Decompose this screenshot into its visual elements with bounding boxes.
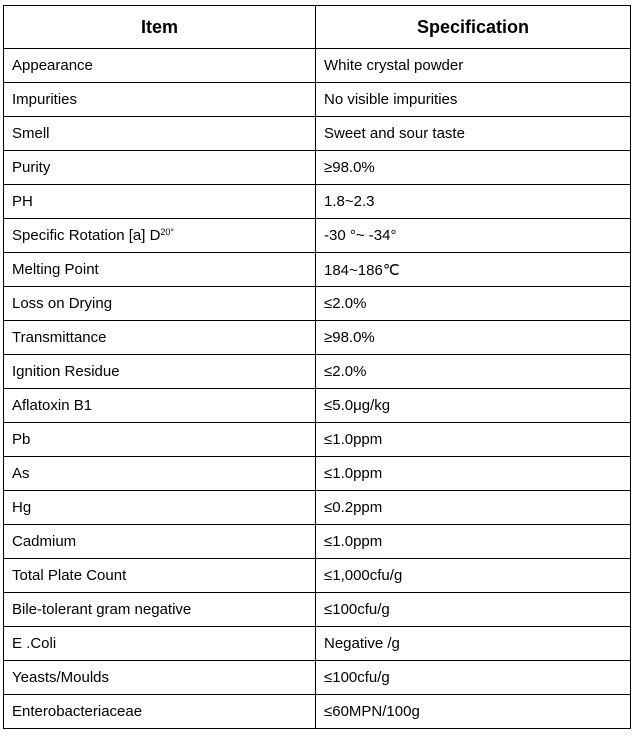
item-cell <box>4 219 316 253</box>
table-header-row <box>4 6 631 49</box>
table-row <box>4 423 631 457</box>
item-cell: Yeasts/Moulds <box>4 661 316 695</box>
spec-cell: ≤2.0% <box>316 355 631 389</box>
item-cell: Appearance <box>4 49 316 83</box>
spec-cell: 184~186℃ <box>316 253 631 287</box>
item-cell: Bile-tolerant gram negative <box>4 593 316 627</box>
spec-cell: ≤1.0ppm <box>316 423 631 457</box>
table-row <box>4 117 631 151</box>
spec-cell: Negative /g <box>316 627 631 661</box>
header-specification: Specification <box>316 6 631 49</box>
table-row <box>4 151 631 185</box>
spec-cell: Sweet and sour taste <box>316 117 631 151</box>
spec-cell: ≤0.2ppm <box>316 491 631 525</box>
item-cell: Aflatoxin B1 <box>4 389 316 423</box>
table-row <box>4 253 631 287</box>
spec-cell: White crystal powder <box>316 49 631 83</box>
item-cell: Transmittance <box>4 321 316 355</box>
spec-cell: ≤100cfu/g <box>316 593 631 627</box>
table-row <box>4 321 631 355</box>
table-row <box>4 185 631 219</box>
spec-cell: -30 °~ -34° <box>316 219 631 253</box>
spec-cell: ≤1.0ppm <box>316 457 631 491</box>
table-row <box>4 49 631 83</box>
header-item: Item <box>4 6 316 49</box>
table-row <box>4 559 631 593</box>
item-cell: Purity <box>4 151 316 185</box>
table-row <box>4 457 631 491</box>
specification-table <box>3 5 631 729</box>
item-cell: Total Plate Count <box>4 559 316 593</box>
item-cell: Impurities <box>4 83 316 117</box>
spec-cell: ≥98.0% <box>316 151 631 185</box>
table-row <box>4 695 631 729</box>
spec-cell: ≥98.0% <box>316 321 631 355</box>
table-row <box>4 525 631 559</box>
spec-cell: ≤60MPN/100g <box>316 695 631 729</box>
item-label: Specific Rotation [a] D <box>12 227 161 244</box>
item-superscript: 20° <box>160 227 175 237</box>
item-cell: Smell <box>4 117 316 151</box>
spec-cell: ≤1.0ppm <box>316 525 631 559</box>
table-row <box>4 389 631 423</box>
spec-cell: ≤100cfu/g <box>316 661 631 695</box>
spec-cell: 1.8~2.3 <box>316 185 631 219</box>
spec-cell: No visible impurities <box>316 83 631 117</box>
table-row <box>4 83 631 117</box>
table-row <box>4 593 631 627</box>
item-cell: PH <box>4 185 316 219</box>
spec-cell: ≤5.0μg/kg <box>316 389 631 423</box>
table-row <box>4 661 631 695</box>
item-cell: E .Coli <box>4 627 316 661</box>
spec-cell: ≤2.0% <box>316 287 631 321</box>
item-cell: Ignition Residue <box>4 355 316 389</box>
table-row <box>4 219 631 253</box>
item-cell: Pb <box>4 423 316 457</box>
item-cell: As <box>4 457 316 491</box>
item-cell: Hg <box>4 491 316 525</box>
item-cell: Loss on Drying <box>4 287 316 321</box>
table-row <box>4 491 631 525</box>
table-row <box>4 627 631 661</box>
table-row <box>4 287 631 321</box>
item-cell: Cadmium <box>4 525 316 559</box>
spec-cell: ≤1,000cfu/g <box>316 559 631 593</box>
item-cell: Enterobacteriaceae <box>4 695 316 729</box>
table-row <box>4 355 631 389</box>
item-cell: Melting Point <box>4 253 316 287</box>
